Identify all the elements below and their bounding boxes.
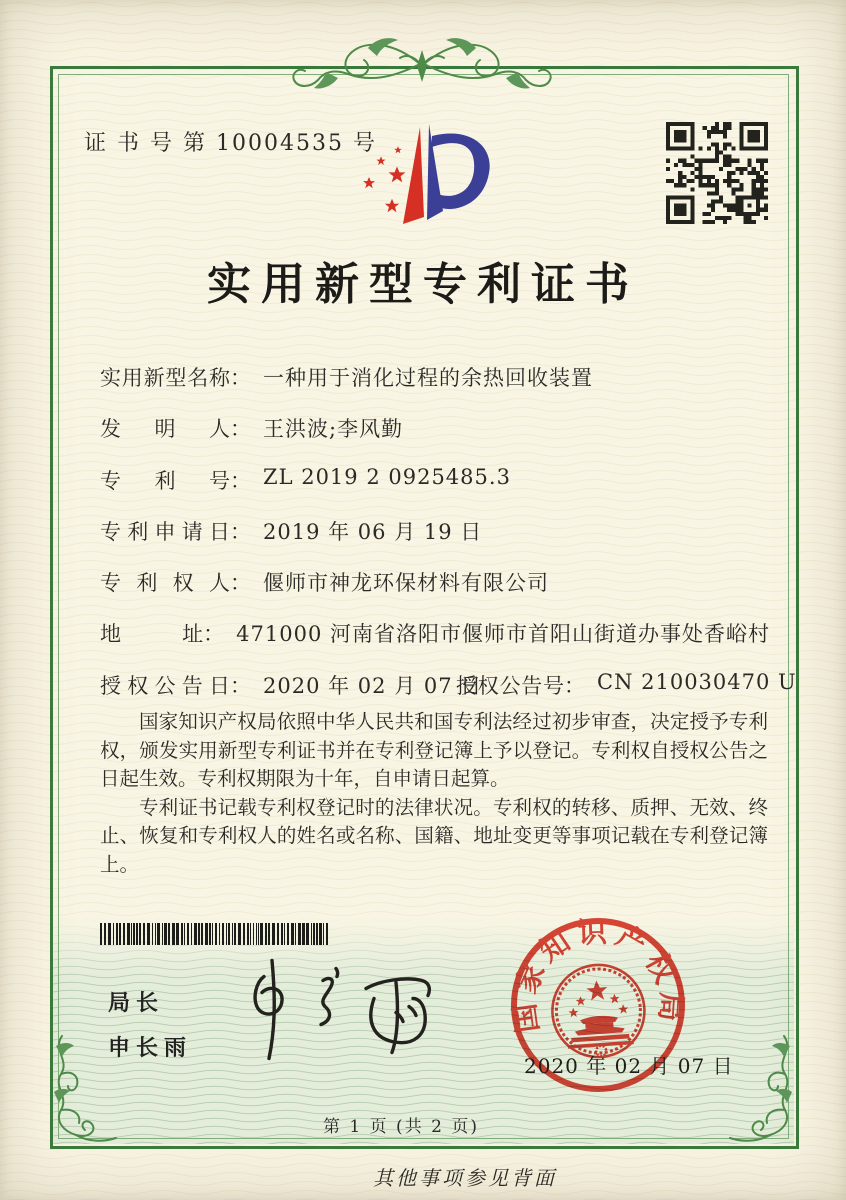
legal-paragraph-1: 国家知识产权局依照中华人民共和国专利法经过初步审查，决定授予专利权，颁发实用新型专利证书并在专利登记簿上予以登记。专利权自授权公告之日起生效。专利权期限为十年，自申请日起算。: [100, 710, 768, 791]
field-value: 一种用于消化过程的余热回收装置: [263, 366, 593, 390]
field-row-patent-number: 专利号 ： ZL 2019 2 0925485.3: [100, 464, 511, 493]
qr-code: [666, 122, 768, 224]
field-row-inventors: 发明人 ： 王洪波;李风勤: [100, 413, 770, 464]
field-value: 471000 河南省洛阳市偃师市首阳山街道办事处香峪村: [236, 622, 770, 647]
field-label: 发明人: [100, 417, 230, 442]
field-row-grant: 授权公告日 ： 2020 年 02 月 07 日 授权公告号 ： CN 210030470 U: [100, 669, 797, 698]
field-value: 2020 年 02 月 07 日: [263, 673, 483, 698]
certificate-number: 证 书 号 第 10004535 号: [84, 131, 377, 156]
seal-agency-text: 国家知识产权局: [506, 914, 689, 1035]
field-value: 王洪波;李风勤: [263, 417, 404, 442]
legal-text: [100, 708, 768, 880]
field-label: 专利权人: [100, 571, 230, 596]
field-list: [100, 362, 797, 721]
field-row-filing-date: 专利申请日 ： 2019 年 06 月 19 日: [100, 516, 770, 567]
field-value: CN 210030470 U: [597, 669, 797, 694]
tiananmen-gate-icon: [566, 1014, 634, 1049]
legal-paragraph-2: 专利证书记载专利权登记时的法律状况。专利权的转移、质押、无效、终止、恢复和专利权人的姓名或名称、国籍、地址变更等事项记载在专利登记簿上。: [100, 795, 768, 876]
field-value: 偃师市神龙环保材料有限公司: [263, 571, 549, 596]
cnipa-logo-icon: [350, 106, 500, 241]
field-row-address: 地址 ： 471000 河南省洛阳市偃师市首阳山街道办事处香峪村: [100, 618, 770, 669]
top-center-ornament: [272, 34, 572, 96]
signer-role: 局长: [108, 991, 165, 1016]
field-label: 地址: [100, 622, 204, 647]
logo-red-wedge: [403, 127, 424, 224]
certificate-title: 实用新型专利证书: [207, 259, 639, 310]
field-label: 授权公告号: [456, 673, 564, 698]
page-number: 第 1 页 (共 2 页): [323, 1117, 479, 1137]
grant-number-pair: 授权公告号 ： CN 210030470 U: [456, 669, 797, 698]
field-row-patentee: 专利权人 ： 偃师市神龙环保材料有限公司: [100, 567, 770, 618]
logo-p-bowl: [432, 134, 490, 210]
field-value: 2019 年 06 月 19 日: [263, 519, 483, 544]
national-emblem-icon: [549, 962, 647, 1060]
barcode: [100, 923, 332, 945]
field-label: 专利号: [100, 468, 230, 493]
field-label: 实用新型名称: [100, 366, 230, 390]
signer-name: 申长雨: [108, 1036, 193, 1061]
field-value: ZL 2019 2 0925485.3: [263, 464, 511, 489]
logo-stars-icon: [363, 146, 406, 212]
back-note: 其他事项参见背面: [373, 1166, 557, 1190]
field-row-name: 实用新型名称 ： 一种用于消化过程的余热回收装置: [100, 362, 770, 413]
field-label: 专利申请日: [100, 519, 230, 544]
field-label: 授权公告日: [100, 673, 230, 698]
signer-block: [108, 986, 192, 1062]
seal-date: 2020 年 02 月 07 日: [524, 1054, 734, 1078]
handwritten-signature: [228, 952, 478, 1067]
